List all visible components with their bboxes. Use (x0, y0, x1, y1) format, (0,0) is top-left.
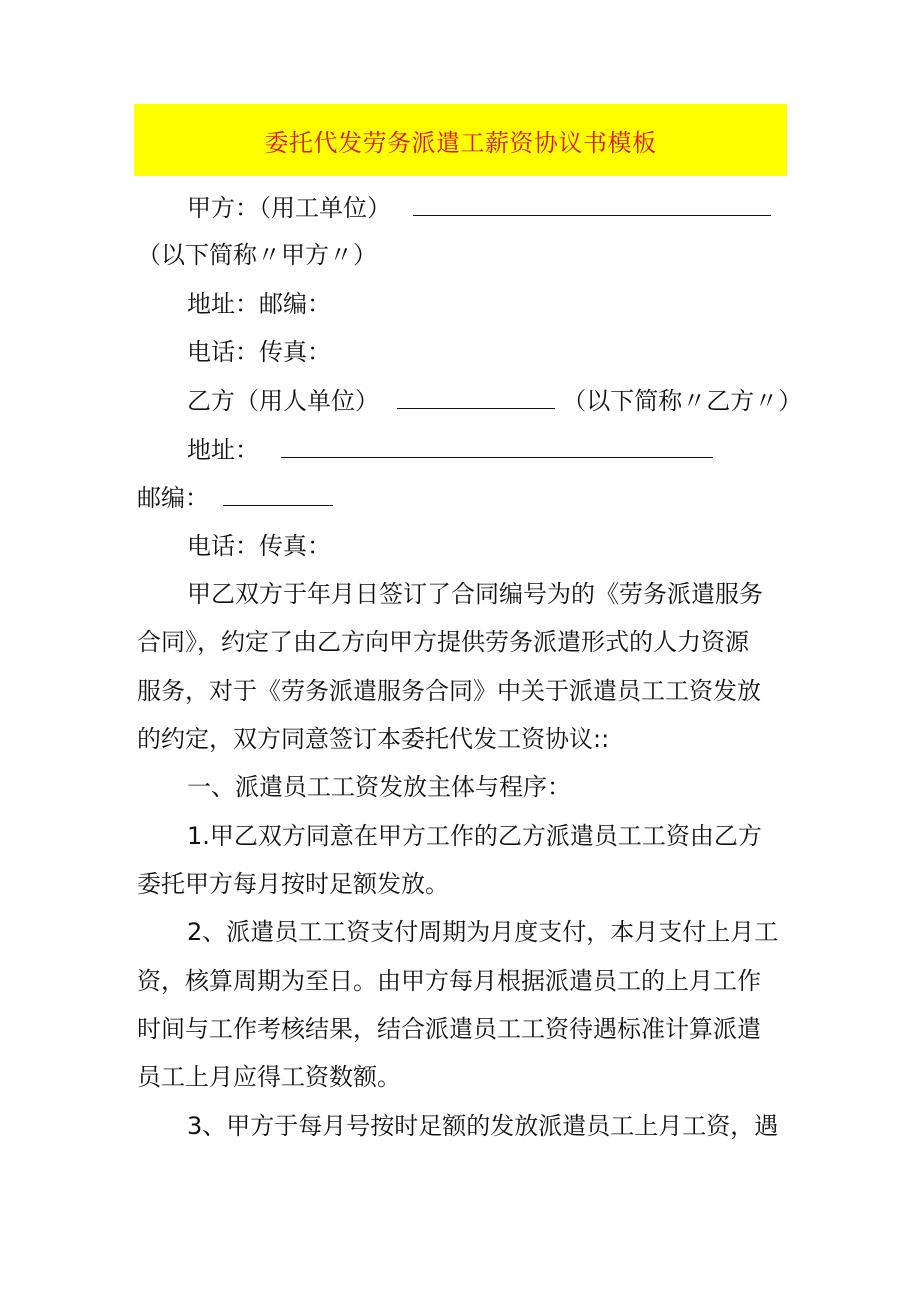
party-b-address-blank (281, 433, 713, 458)
preamble-line: 服务，对于《劳务派遣服务合同》中关于派遣员工工资发放 (137, 677, 761, 705)
preamble-line: 的约定，双方同意签订本委托代发工资协议:: (137, 725, 610, 753)
party-b-postcode-line (137, 481, 333, 514)
clause-2-line: 资，核算周期为至日。由甲方每月根据派遣员工的上月工作 (137, 967, 761, 995)
clause-2-line: 时间与工作考核结果，结合派遣员工工资待遇标准计算派遣 (137, 1015, 761, 1043)
party-b-postcode-label: 邮编： (137, 484, 209, 512)
clause-1-line: 1.甲乙双方同意在甲方工作的乙方派遣员工工资由乙方 (187, 822, 762, 850)
section-heading: 一、派遣员工工资发放主体与程序： (187, 773, 571, 801)
party-b-line (187, 384, 802, 417)
party-a-alias: （以下简称〃甲方〃） (137, 241, 377, 269)
party-b-phone-fax: 电话：传真： (187, 532, 331, 560)
preamble-line: 合同》，约定了由乙方向甲方提供劳务派遣形式的人力资源 (137, 628, 749, 656)
party-a-address-postcode: 地址：邮编： (187, 290, 331, 318)
document-title: 委托代发劳务派遣工薪资协议书模板 (264, 128, 657, 157)
title-banner (134, 104, 787, 176)
party-b-address-label: 地址： (187, 436, 259, 464)
party-a-label: 甲方：（用工单位） (187, 194, 391, 222)
clause-3-line: 3、甲方于每月号按时足额的发放派遣员工上月工资，遇 (187, 1112, 779, 1140)
party-b-address-line (187, 433, 713, 466)
party-b-blank (397, 384, 555, 409)
clause-2-line: 员工上月应得工资数额。 (137, 1063, 401, 1091)
party-a-line (187, 191, 771, 224)
party-b-postcode-blank (223, 481, 333, 506)
preamble-line: 甲乙双方于年月日签订了合同编号为的《劳务派遣服务 (187, 580, 763, 608)
party-b-label: 乙方（用人单位） (187, 387, 379, 415)
clause-2-line: 2、派遣员工工资支付周期为月度支付，本月支付上月工 (187, 918, 779, 946)
party-a-blank (413, 191, 771, 216)
clause-1-line: 委托甲方每月按时足额发放。 (137, 870, 449, 898)
party-a-phone-fax: 电话：传真： (187, 338, 331, 366)
party-b-alias: （以下简称〃乙方〃） (562, 387, 803, 415)
